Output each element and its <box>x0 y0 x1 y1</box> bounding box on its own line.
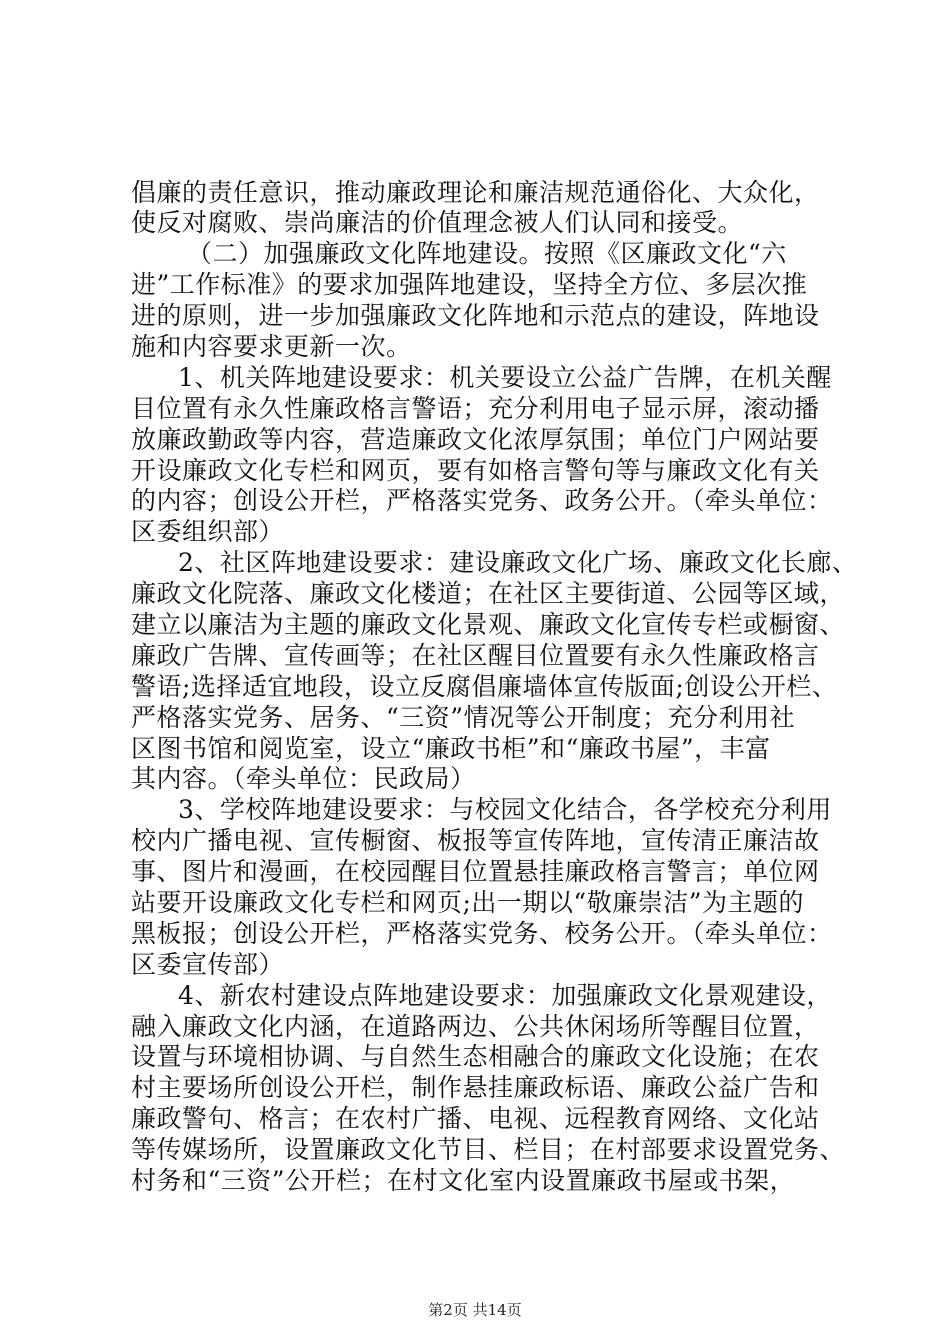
paragraph-line: 区委宣传部） <box>131 950 285 979</box>
paragraph-line: 区图书馆和阅览室，设立“廉政书柜”和“廉政书屋”，丰富 <box>131 734 771 763</box>
paragraph-line: 廉政文化院落、廉政文化楼道；在社区主要街道、公园等区域， <box>131 579 846 608</box>
paragraph-line: 进的原则，进一步加强廉政文化阵地和示范点的建设，阵地设 <box>131 301 820 330</box>
paragraph-line: 等传媒场所，设置廉政文化节目、栏目；在村部要求设置党务、 <box>131 1135 846 1164</box>
paragraph-line: （二）加强廉政文化阵地建设。按照《区廉政文化“六 <box>187 239 787 268</box>
paragraph-line: 建立以廉洁为主题的廉政文化景观、廉政文化宣传专栏或橱窗、 <box>131 610 846 639</box>
paragraph-line: 目位置有永久性廉政格言警语；充分利用电子显示屏，滚动播 <box>131 394 820 423</box>
paragraph-line: 的内容；创设公开栏，严格落实党务、政务公开。（牵头单位： <box>131 486 833 515</box>
paragraph-line: 3、学校阵地建设要求：与校园文化结合，各学校充分利用 <box>178 795 832 824</box>
paragraph-line: 校内广播电视、宣传橱窗、板报等宣传阵地，宣传清正廉洁故 <box>131 826 820 855</box>
paragraph-line: 区委组织部） <box>131 517 285 546</box>
paragraph-line: 4、新农村建设点阵地建设要求：加强廉政文化景观建设， <box>178 981 832 1010</box>
paragraph-line: 警语;选择适宜地段，设立反腐倡廉墙体宣传版面;创设公开栏、 <box>131 672 838 701</box>
paragraph-line: 其内容。（牵头单位：民政局） <box>131 764 476 793</box>
paragraph-line: 进”工作标准》的要求加强阵地建设，坚持全方位、多层次推 <box>131 270 808 299</box>
paragraph-line: 廉政警句、格言；在农村广播、电视、远程教育网络、文化站 <box>131 1104 820 1133</box>
paragraph-line: 黑板报；创设公开栏，严格落实党务、校务公开。（牵头单位： <box>131 919 833 948</box>
paragraph-line: 事、图片和漫画，在校园醒目位置悬挂廉政格言警言；单位网 <box>131 857 820 886</box>
paragraph-line: 施和内容要求更新一次。 <box>131 332 412 361</box>
paragraph-line: 开设廉政文化专栏和网页，要有如格言警句等与廉政文化有关 <box>131 456 820 485</box>
paragraph-line: 村务和“三资”公开栏；在村文化室内设置廉政书屋或书架， <box>131 1166 796 1195</box>
paragraph-line: 使反对腐败、崇尚廉洁的价值理念被人们认同和接受。 <box>131 208 744 237</box>
paragraph-line: 1、机关阵地建设要求：机关要设立公益广告牌，在机关醒 <box>178 363 832 392</box>
page-number-footer: 第2页 共14页 <box>428 1301 522 1319</box>
paragraph-line: 设置与环境相协调、与自然生态相融合的廉政文化设施；在农 <box>131 1042 820 1071</box>
paragraph-line: 严格落实党务、居务、“三资”情况等公开制度；充分利用社 <box>131 703 796 732</box>
paragraph-line: 廉政广告牌、宣传画等；在社区醒目位置要有永久性廉政格言 <box>131 641 820 670</box>
paragraph-line: 站要开设廉政文化专栏和网页;出一期以“敬廉崇洁”为主题的 <box>131 888 804 917</box>
paragraph-line: 村主要场所创设公开栏，制作悬挂廉政标语、廉政公益广告和 <box>131 1073 820 1102</box>
paragraph-line: 倡廉的责任意识，推动廉政理论和廉洁规范通俗化、大众化， <box>131 178 820 207</box>
paragraph-line: 融入廉政文化内涵，在道路两边、公共休闲场所等醒目位置， <box>131 1012 820 1041</box>
paragraph-line: 2、社区阵地建设要求：建设廉政文化广场、廉政文化长廊、 <box>178 548 858 577</box>
paragraph-line: 放廉政勤政等内容，营造廉政文化浓厚氛围；单位门户网站要 <box>131 425 820 454</box>
